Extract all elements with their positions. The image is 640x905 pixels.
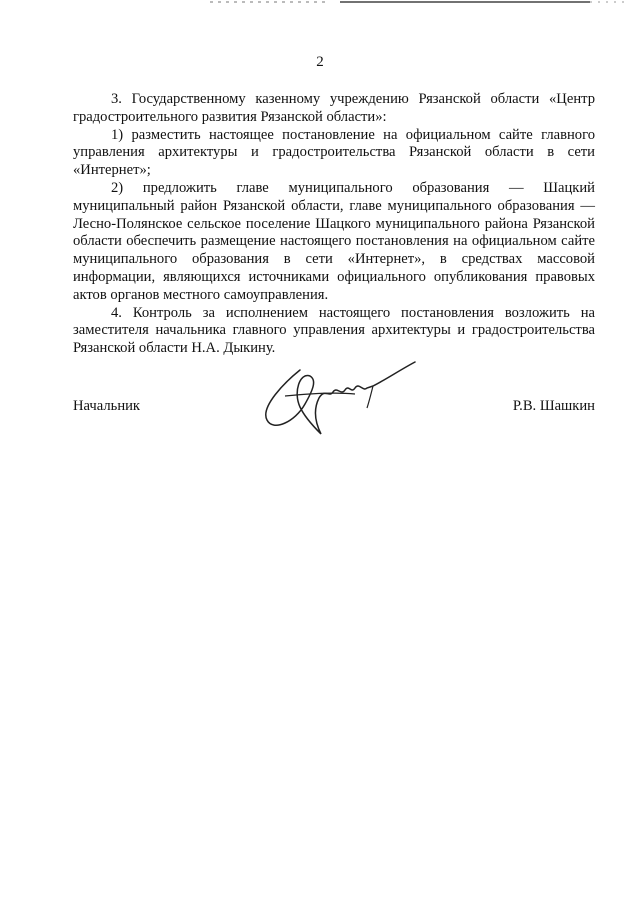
paragraph-subitem-1: 1) разместить настоящее постановление на официальном сайте главного управления архитектуры и градостроительства Рязанской области в сети «Интернет»; <box>73 126 595 179</box>
document-body <box>73 91 595 358</box>
signatory-position: Начальник <box>73 398 141 414</box>
handwritten-signature <box>255 352 420 442</box>
paragraph-subitem-2: 2) предложить главе муниципального образования — Шацкий муниципальный район Рязанской области, главе муниципального образования — Лесно-Полянское сельское поселение Шацкого муниципального района Рязанской области обеспечить размещение настоящего постановления на официальном сайте муниципального образования в сети «Интернет», в средствах массовой информации, являющихся источниками официального опубликования правовых актов органов местного самоуправления. <box>73 179 595 303</box>
signatory-name: Р.В. Шашкин <box>512 398 595 414</box>
paragraph-item-3: 3. Государственному казенному учреждению Рязанской области «Центр градостроительного развития Рязанской области»: <box>73 91 595 125</box>
paragraph-item-4: 4. Контроль за исполнением настоящего постановления возложить на заместителя начальника главного управления архитектуры и градостроительства Рязанской области Н.А. Дыкину. <box>73 304 595 357</box>
page-number: 2 <box>316 54 324 70</box>
scan-edge-marks <box>0 0 640 8</box>
